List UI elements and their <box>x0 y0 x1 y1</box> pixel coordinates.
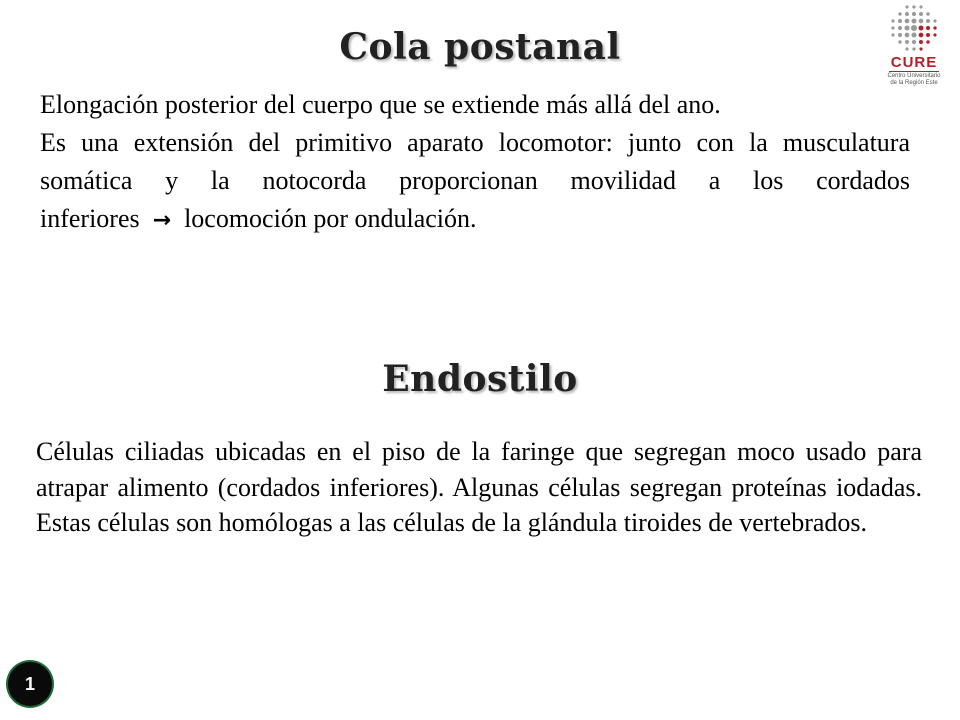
logo-dot <box>926 19 930 23</box>
cola-postanal-text <box>40 86 910 240</box>
logo-subtitle-2: de la Región Este <box>890 80 938 86</box>
arrow-right-icon: → <box>152 208 172 233</box>
function-text: Es una extensión del primitivo aparato locomotor: junto con la musculatura somática y la notocorda proporcionan movilidad a los cordados inferiores <box>40 128 910 233</box>
page-number: 1 <box>24 674 35 694</box>
logo-dot <box>933 19 936 22</box>
logo-name: CURE <box>890 54 938 71</box>
logo-dot <box>919 5 922 8</box>
logo-dot <box>912 12 916 16</box>
logo-divider <box>889 71 939 72</box>
endostilo-text: Células ciliadas ubicadas en el piso de la faringe que segregan moco usado para atrapar alimento (cordados inferiores). Algunas células segregan proteínas iodadas. Estas células son homólogas a las células de la glándula tiroides de vertebrados. <box>36 437 922 537</box>
logo-dot <box>911 18 916 23</box>
logo-dot <box>891 19 894 22</box>
section-title-endostilo: Endostilo <box>382 358 578 400</box>
logo-dot <box>905 5 908 8</box>
logo-dot <box>905 19 910 24</box>
logo-dot <box>898 12 901 15</box>
logo-dot <box>905 12 909 16</box>
logo-subtitle-1: Centro Universitario <box>887 73 941 79</box>
logo-dot <box>919 12 923 16</box>
logo-dot <box>919 19 924 24</box>
logo-dot <box>926 12 929 15</box>
logo-dot <box>912 5 915 8</box>
page-number-badge <box>8 662 52 706</box>
section-title-cola-postanal: Cola postanal <box>339 26 621 68</box>
cola-postanal-function <box>40 124 910 240</box>
function-result: locomoción por ondulación. <box>184 204 477 233</box>
cola-postanal-definition: Elongación posterior del cuerpo que se extiende más allá del ano. <box>40 90 721 119</box>
logo-dot <box>898 19 902 23</box>
